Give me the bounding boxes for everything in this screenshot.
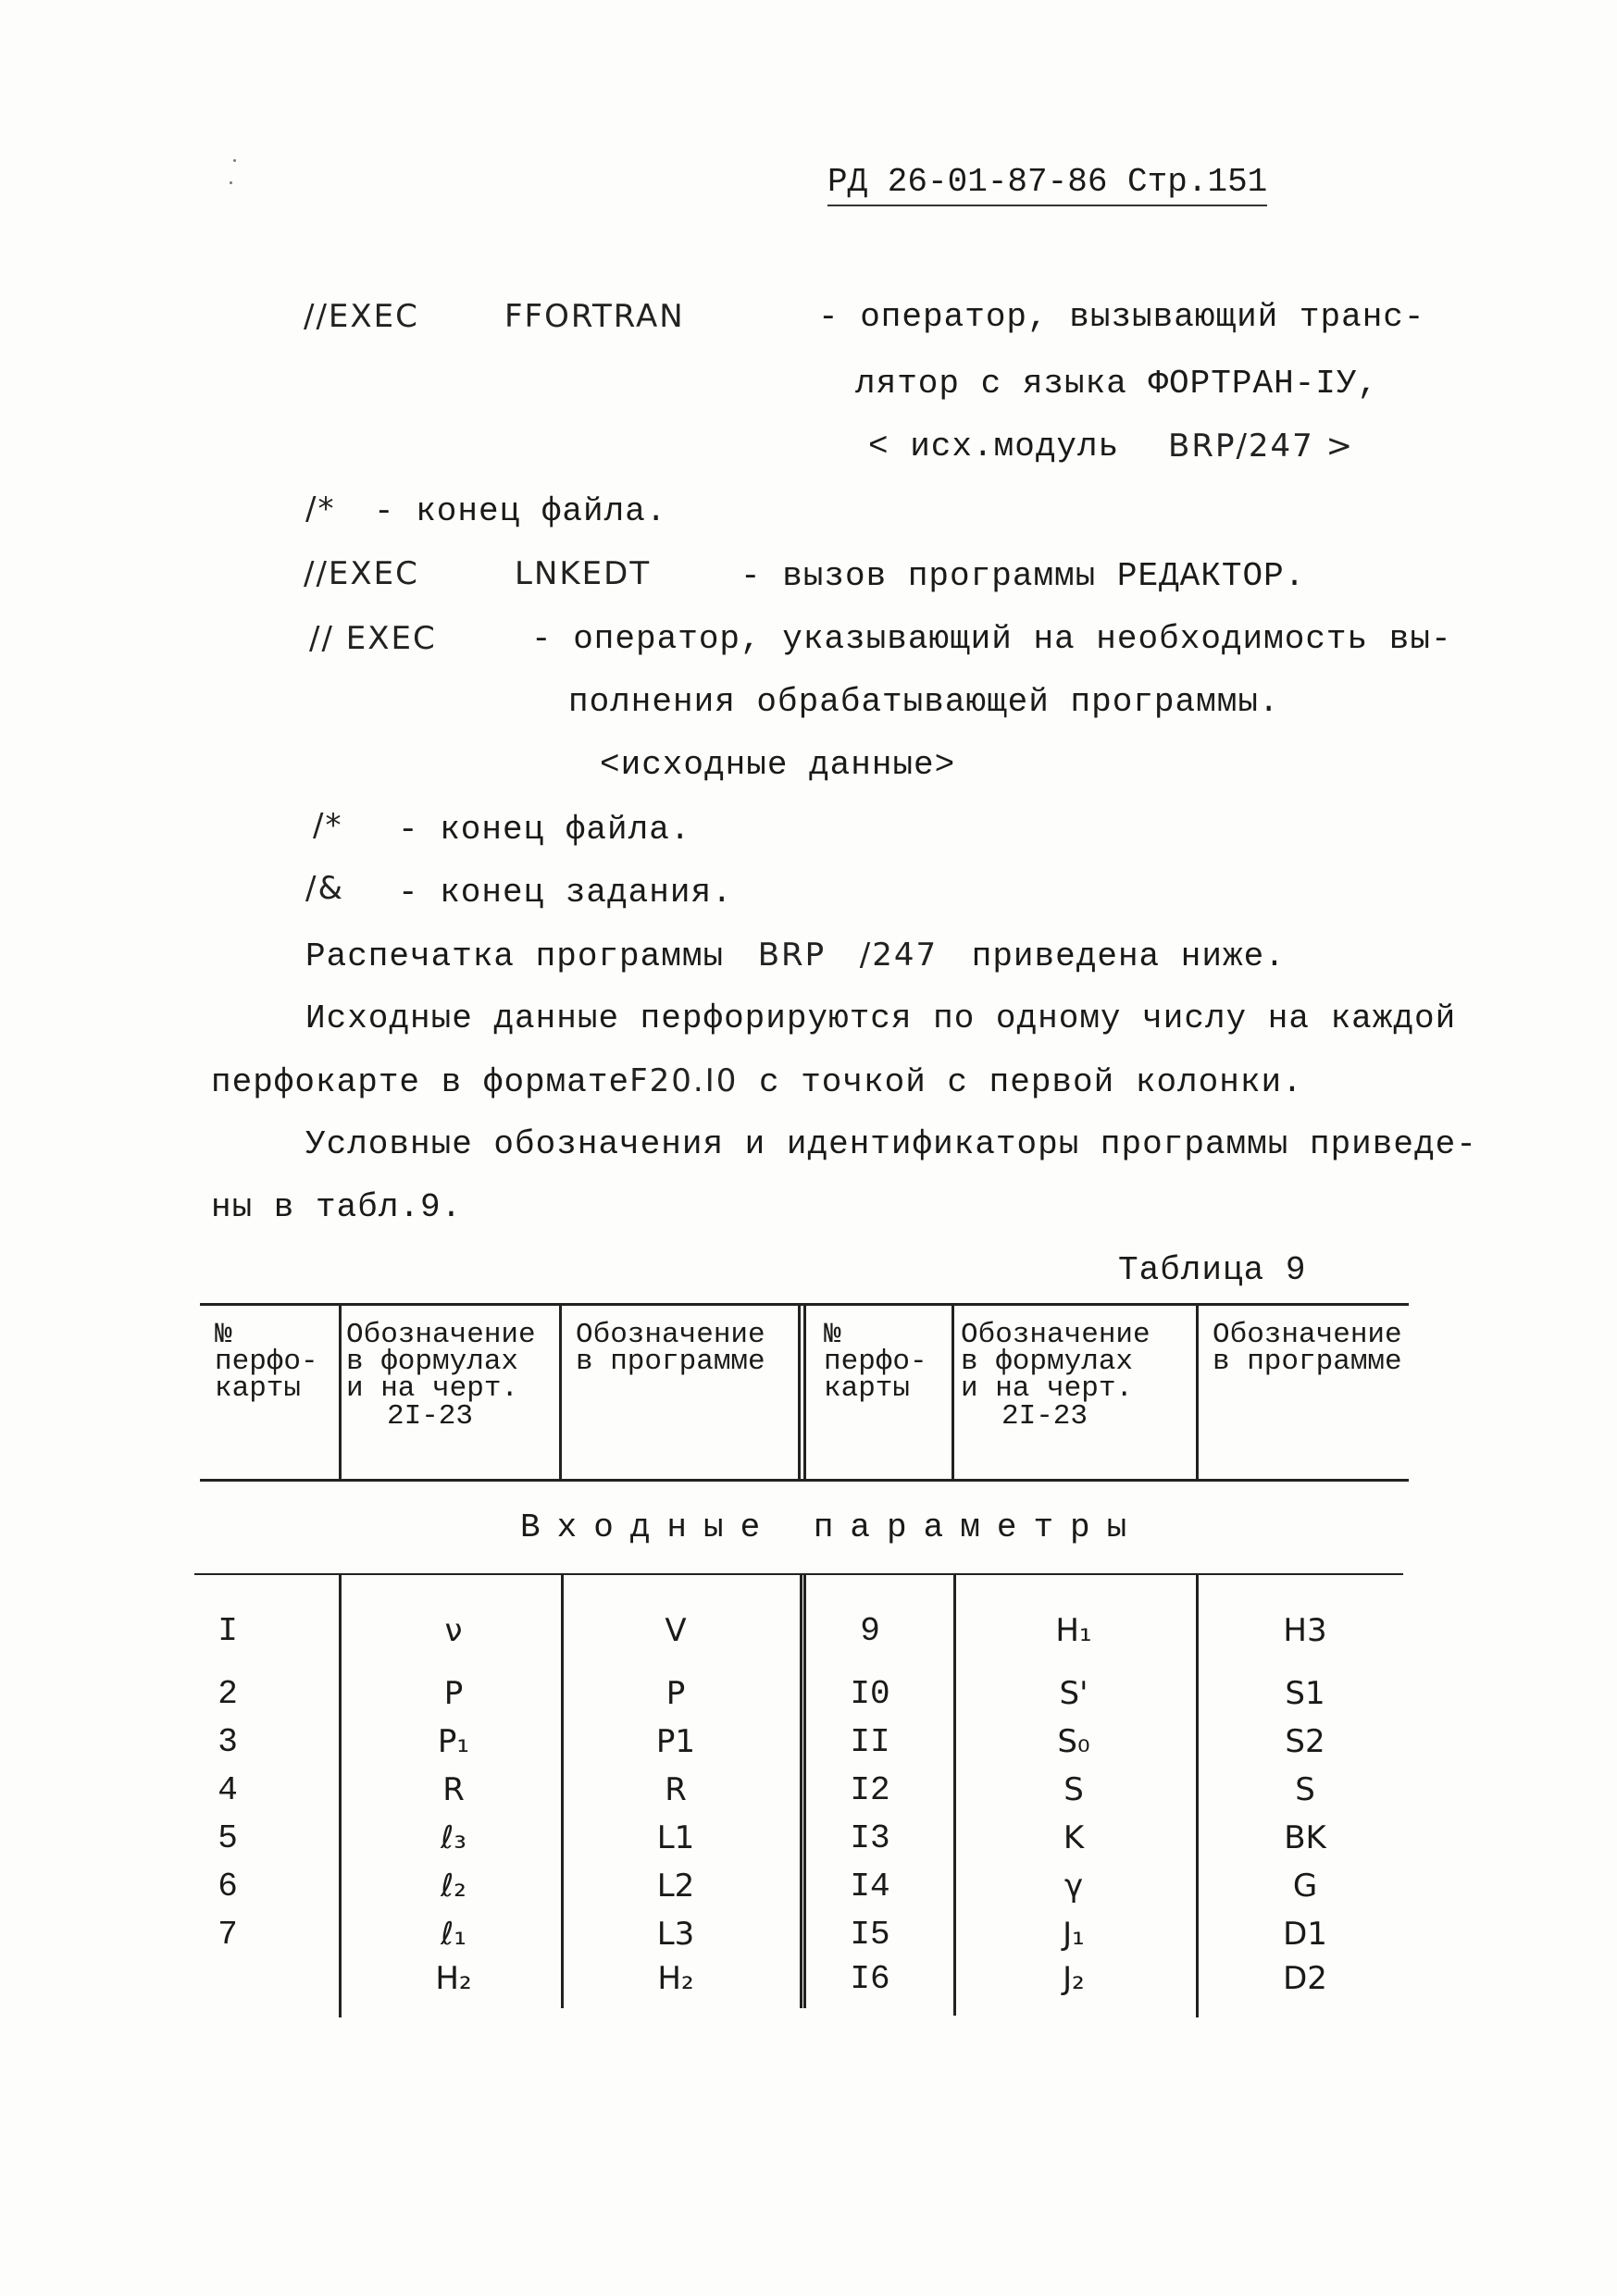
table-col-divider xyxy=(339,1303,342,1479)
header-card-no: № перфо- карты xyxy=(215,1319,318,1405)
scan-speck xyxy=(233,159,236,162)
header-formula-right: Обозначение в формулах и на черт. xyxy=(961,1319,1151,1405)
exec-lnkedt-arg: LNKEDT xyxy=(515,555,652,592)
row-formula-symbol: ℓ₁ xyxy=(441,1916,466,1953)
eof-desc-1: - конец файла. xyxy=(374,492,667,530)
source-module-name: BRP/247 > xyxy=(1168,428,1355,465)
row-program-id: P1 xyxy=(655,1723,696,1760)
exec-lnkedt-cmd: //EXEC xyxy=(304,555,419,592)
exec-fortran-desc-cont: лятор с языка ФОРТРАН-IУ, xyxy=(855,365,1379,403)
eof-marker-1: /* xyxy=(305,490,336,527)
row-formula-symbol-right: S' xyxy=(1059,1675,1088,1712)
table-col-divider xyxy=(339,1573,342,2017)
row-card-no: 7 xyxy=(218,1916,238,1954)
exec-fortran-arg: FFORTRAN xyxy=(504,298,685,335)
row-formula-symbol: ν xyxy=(444,1612,463,1649)
paragraph-2-line-2-b: с точкой с первой колонки. xyxy=(758,1063,1303,1101)
table-col-divider xyxy=(1196,1303,1199,1479)
header-card-no-right: № перфо- карты xyxy=(824,1319,927,1405)
row-formula-symbol: P xyxy=(443,1675,464,1712)
exec-fortran-cmd: //EXEC xyxy=(304,298,419,335)
row-formula-symbol-right: J₂ xyxy=(1063,1960,1085,1997)
eoj-desc: - конец задания. xyxy=(398,874,733,912)
row-formula-symbol-right: K xyxy=(1063,1819,1085,1856)
eof-marker-2: /* xyxy=(313,807,343,844)
row-card-no-right: I0 xyxy=(850,1675,890,1713)
paragraph-2-line-1: Исходные данные перфорируются по одному числу на каждой xyxy=(305,999,1457,1037)
document-code: РД 26-01-87-86 Стр.151 xyxy=(827,163,1267,206)
row-program-id-right: H3 xyxy=(1283,1612,1327,1649)
eof-desc-2: - конец файла. xyxy=(398,811,691,849)
row-card-no: I xyxy=(218,1612,238,1650)
header-formula-ref-right: 2I-23 xyxy=(1001,1400,1088,1433)
header-program: Обозначение в программе xyxy=(576,1319,765,1378)
row-program-id: V xyxy=(665,1612,687,1649)
header-program-right: Обозначение в программе xyxy=(1213,1319,1402,1378)
scan-speck xyxy=(230,181,232,184)
exec-run-cmd: // EXEC xyxy=(309,620,437,657)
row-card-no-right: I4 xyxy=(850,1868,890,1905)
table-col-divider xyxy=(559,1303,562,1479)
table-caption: Таблица 9 xyxy=(1118,1251,1307,1289)
paragraph-1 xyxy=(305,937,1286,975)
row-card-no-right: I5 xyxy=(850,1916,890,1954)
table-col-divider xyxy=(952,1303,954,1479)
row-formula-symbol: R xyxy=(442,1771,465,1808)
table-col-divider xyxy=(1196,1573,1199,2017)
row-formula-symbol-right: S xyxy=(1063,1771,1084,1808)
paragraph-2-line-2 xyxy=(211,1062,1303,1101)
row-card-no: 3 xyxy=(218,1723,238,1761)
row-program-id: H₂ xyxy=(657,1960,694,1997)
source-module-label: < исх.модуль xyxy=(868,428,1120,465)
row-card-no-right: 9 xyxy=(860,1612,880,1650)
row-program-id-right: S xyxy=(1295,1771,1315,1808)
table-col-divider xyxy=(953,1573,956,2016)
row-card-no-right: I2 xyxy=(850,1771,890,1809)
row-program-id-right: D1 xyxy=(1283,1916,1327,1953)
row-program-id: P xyxy=(665,1675,686,1712)
row-program-id: L2 xyxy=(656,1868,695,1905)
row-program-id: L1 xyxy=(656,1819,695,1856)
format-spec: F20.I0 xyxy=(629,1062,739,1099)
row-card-no: 4 xyxy=(218,1771,238,1809)
exec-fortran-desc: - оператор, вызывающий транс- xyxy=(818,298,1425,336)
paragraph-1-d: приведена ниже. xyxy=(971,937,1286,975)
row-formula-symbol: ℓ₃ xyxy=(441,1819,466,1856)
section-title: Входные параметры xyxy=(520,1508,1144,1546)
table-header-rule xyxy=(200,1479,1409,1482)
row-formula-symbol-right: J₁ xyxy=(1063,1916,1085,1953)
header-formula-ref: 2I-23 xyxy=(387,1400,474,1433)
table-col-divider xyxy=(798,1303,801,1479)
row-program-id-right: S2 xyxy=(1285,1723,1325,1760)
row-program-id: L3 xyxy=(656,1916,695,1953)
exec-lnkedt-desc: - вызов программы РЕДАКТОР. xyxy=(740,557,1306,595)
exec-run-desc: - оператор, указывающий на необходимость вы- xyxy=(531,620,1452,658)
row-formula-symbol: ℓ₂ xyxy=(441,1868,466,1905)
table-col-divider xyxy=(800,1573,802,2008)
paragraph-2-line-2-a: перфокарте в формате xyxy=(211,1063,630,1101)
table-col-divider xyxy=(561,1573,564,2008)
row-formula-symbol-right: γ xyxy=(1063,1868,1084,1905)
table-section-rule xyxy=(194,1573,1403,1575)
row-card-no-right: II xyxy=(850,1723,890,1761)
program-number: /247 xyxy=(859,937,939,974)
row-program-id-right: G xyxy=(1292,1868,1318,1905)
row-card-no: 6 xyxy=(218,1868,238,1905)
eoj-marker: /& xyxy=(305,870,344,907)
paragraph-1-a: Распечатка программы xyxy=(305,937,725,975)
header-formula: Обозначение в формулах и на черт. xyxy=(346,1319,536,1405)
row-program-id: R xyxy=(665,1771,687,1808)
table-col-divider xyxy=(803,1303,806,1479)
row-formula-symbol: H₂ xyxy=(435,1960,472,1997)
row-program-id-right: D2 xyxy=(1283,1960,1327,1997)
row-card-no-right: I6 xyxy=(850,1960,890,1998)
input-data-label: <исходные данные> xyxy=(600,746,956,784)
paragraph-3-line-1: Условные обозначения и идентификаторы программы приведе- xyxy=(305,1125,1477,1163)
exec-run-desc-cont: полнения обрабатывающей программы. xyxy=(568,683,1280,721)
row-card-no: 5 xyxy=(218,1819,238,1857)
table-col-divider xyxy=(803,1573,806,2008)
row-card-no-right: I3 xyxy=(850,1819,890,1857)
row-program-id-right: S1 xyxy=(1285,1675,1325,1712)
program-name: BRP xyxy=(757,937,827,974)
row-card-no: 2 xyxy=(218,1675,238,1713)
paragraph-3-line-2: ны в табл.9. xyxy=(211,1188,463,1226)
row-formula-symbol-right: H₁ xyxy=(1055,1612,1092,1649)
row-formula-symbol: P₁ xyxy=(437,1723,470,1760)
row-formula-symbol-right: S₀ xyxy=(1057,1723,1090,1760)
row-program-id-right: BK xyxy=(1284,1819,1326,1856)
